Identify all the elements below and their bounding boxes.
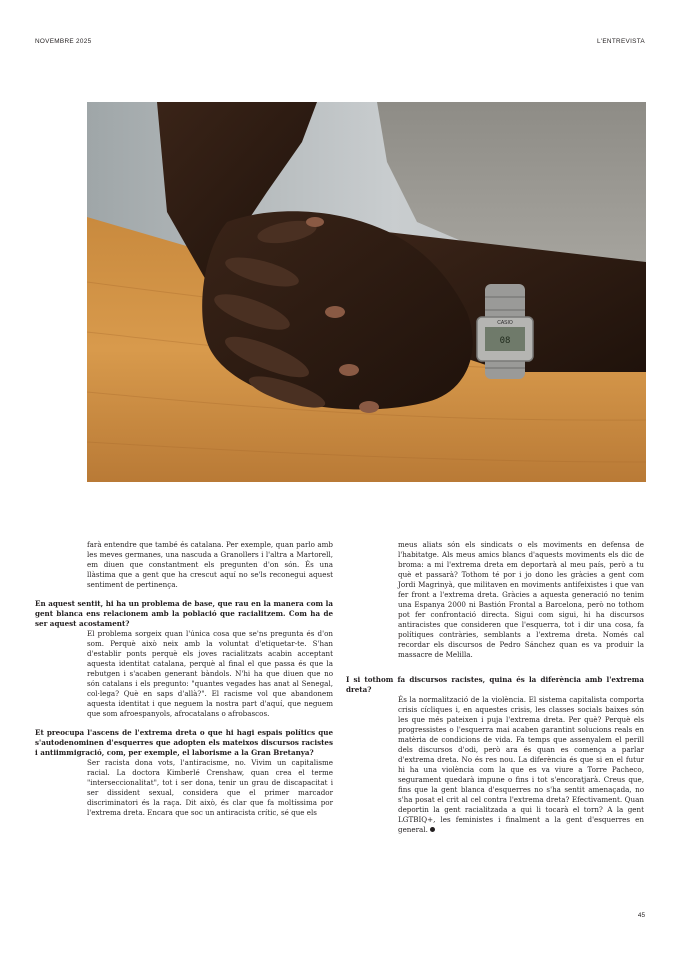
answer-paragraph: meus aliats són els sindicats o els moviments en defensa de l'habitatge. Als meus amics blancs d'aquests moviments els dic de broma: a mi l'extrema dreta em deportarà al meu país, però a tu què et passarà? Tothom té por i jo dono les gràcies a gent com Jordi Magrinyà, que militaven en moviments antifeixistes i que van fer front a l'extrema dreta. Gràcies a aquesta generació no tenim una Espanya 2000 ni Bastión Frontal a Barcelona, però no tothom pot fer confrontació directa. Sigui com sigui, hi ha discursos antiracistes que consideren que l'esquerra, tot i dir una cosa, fa polítiques contràries, semblants a l'extrema dreta. Només cal recordar els discursos de Pedro Sánchez quan es va produir la massacre de Melilla.: [398, 540, 644, 659]
issue-date: NOVEMBRE 2025: [35, 38, 92, 45]
svg-text:08: 08: [499, 336, 511, 346]
answer-text: És la normalització de la violència. El sistema capitalista comporta crisis cícliques i, en aquestes crisis, les classes socials baixes són les que més pateixen i puja l'extrema dreta. Per què? Perquè els progressistes o l'esquerra mai acaben garantint solucions reals en matèria de condicions de vida. Fa temps que assenyalem el perill dels discursos d'odi, però ara és quan es comença a parlar d'extrema dreta. No és res nou. La diferència és que si en el futur hi ha una violència com la que es va viure a Torre Pacheco, segurament quedarà impune o fins i tot s'encoratjarà. Creus que, fins que la gent blanca d'esquerres no s'ha sentit amenaçada, no s'ha posat el crit al cel contra l'extrema dreta? Efectivament. Quan deportin la gent racialitzada a qui li tocarà el torn? A la gent LGTBIQ+, les feministes i finalment a la gent d'esquerres en general.: [398, 695, 644, 834]
article-column-right: [346, 540, 644, 835]
photo-clasped-hands: [87, 102, 646, 482]
article-column-left: [35, 540, 333, 818]
interview-question: Et preocupa l'ascens de l'extrema dreta o que hi hagi espais polítics que s'autodenominen d'esquerres que adopten els mateixos discursos racistes i antiimmigració, com, per exemple, el laborisme a la Gran Bretanya?: [35, 728, 333, 757]
answer-paragraph: El problema sorgeix quan l'única cosa que se'ns pregunta és d'on som. Perquè això neix amb la voluntat d'etiquetar-te. S'han d'establir ponts perquè els joves racialitzats acabin acceptant aquesta identitat catalana, perquè al final el que passa és que la rebutgen i s'acaben generant bàndols. N'hi ha que diuen que no són catalans i els pregunto: "quantes vegades has anat al Senegal, col·lega? Què en saps d'allà?". El racisme vol que abandonem aquesta identitat i que neguem la nostra part d'aquí, que neguem que som afroespanyols, afrocatalans o afrobascos.: [87, 629, 333, 718]
interview-question: I si tothom fa discursos racistes, quina és la diferència amb l'extrema dreta?: [346, 675, 644, 694]
answer-paragraph: farà entendre que també és catalana. Per exemple, quan parlo amb les meves germanes, una nascuda a Granollers i l'altra a Martorell, em diuen que constantment els pregunten d'on són. És una llàstima que a gent que ha crescut aquí no se'ls reconegui aquest sentiment de pertinença.: [87, 540, 333, 589]
watch-brand: CASIO: [497, 320, 513, 326]
interview-question: En aquest sentit, hi ha un problema de base, que rau en la manera com la gent blanca ens relacionem amb la població que racialitzem. Com ha de ser aquest acostament?: [35, 599, 333, 628]
answer-paragraph: Ser racista dona vots, l'antiracisme, no. Vivim un capitalisme racial. La doctora Kimberlé Crenshaw, quan crea el terme "interseccionalitat", tot i ser dona, tenir un grau de discapacitat i ser dissident sexual, considera que el primer marcador discriminatori és la raça. Dit això, és clar que fa moltíssima por l'extrema dreta. Encara que soc un antiracista crític, sé que els: [87, 758, 333, 817]
section-title: L'ENTREVISTA: [596, 38, 645, 45]
page-number: 45: [637, 912, 645, 919]
end-of-article-dot-icon: [430, 827, 435, 832]
answer-paragraph: [346, 695, 644, 835]
